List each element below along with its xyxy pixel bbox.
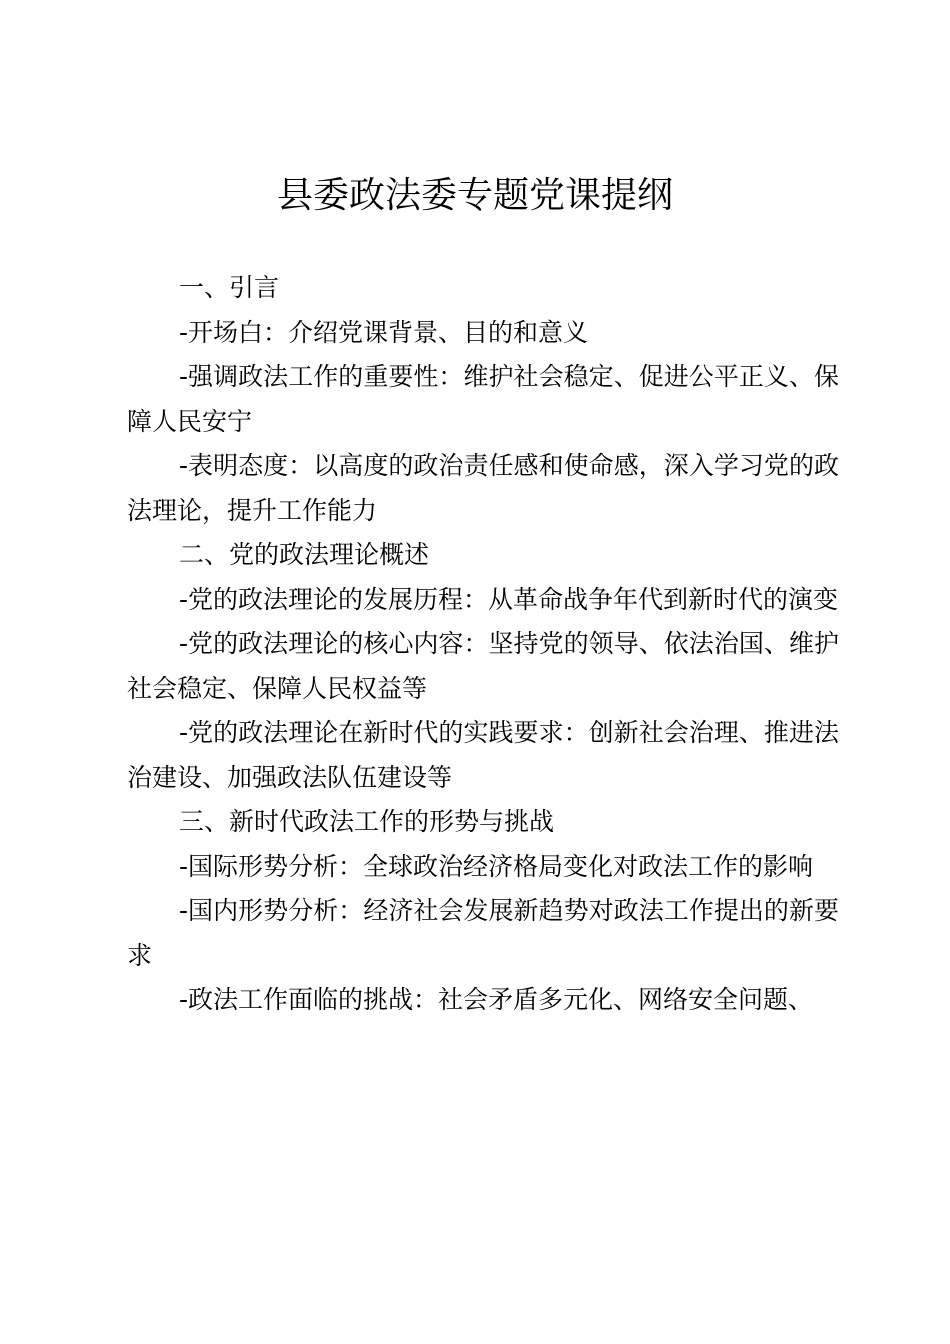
outline-item: -党的政法理论的核心内容：坚持党的领导、依法治国、维护社会稳定、保障人民权益等 — [127, 629, 839, 703]
outline-item: -表明态度：以高度的政治责任感和使命感，深入学习党的政法理论，提升工作能力 — [127, 451, 839, 525]
outline-item: -强调政法工作的重要性：维护社会稳定、促进公平正义、保障人民安宁 — [127, 362, 839, 436]
outline-item: -政法工作面临的挑战：社会矛盾多元化、网络安全问题、 — [179, 985, 814, 1014]
outline-item: -国际形势分析：全球政治经济格局变化对政法工作的影响 — [179, 851, 814, 881]
section-heading: 一、引言 — [179, 273, 280, 302]
document-body — [127, 266, 839, 1023]
section-heading: 三、新时代政法工作的形势与挑战 — [179, 807, 555, 836]
outline-item: -党的政法理论的发展历程：从革命战争年代到新时代的演变 — [179, 584, 839, 614]
document-title: 县委政法委专题党课提纲 — [276, 175, 673, 216]
section-heading: 二、党的政法理论概述 — [179, 540, 430, 569]
outline-item: -国内形势分析：经济社会发展新趋势对政法工作提出的新要求 — [127, 896, 839, 970]
outline-item: -开场白：介绍党课背景、目的和意义 — [179, 317, 589, 347]
outline-item: -党的政法理论在新时代的实践要求：创新社会治理、推进法治建设、加强政法队伍建设等 — [127, 718, 839, 792]
